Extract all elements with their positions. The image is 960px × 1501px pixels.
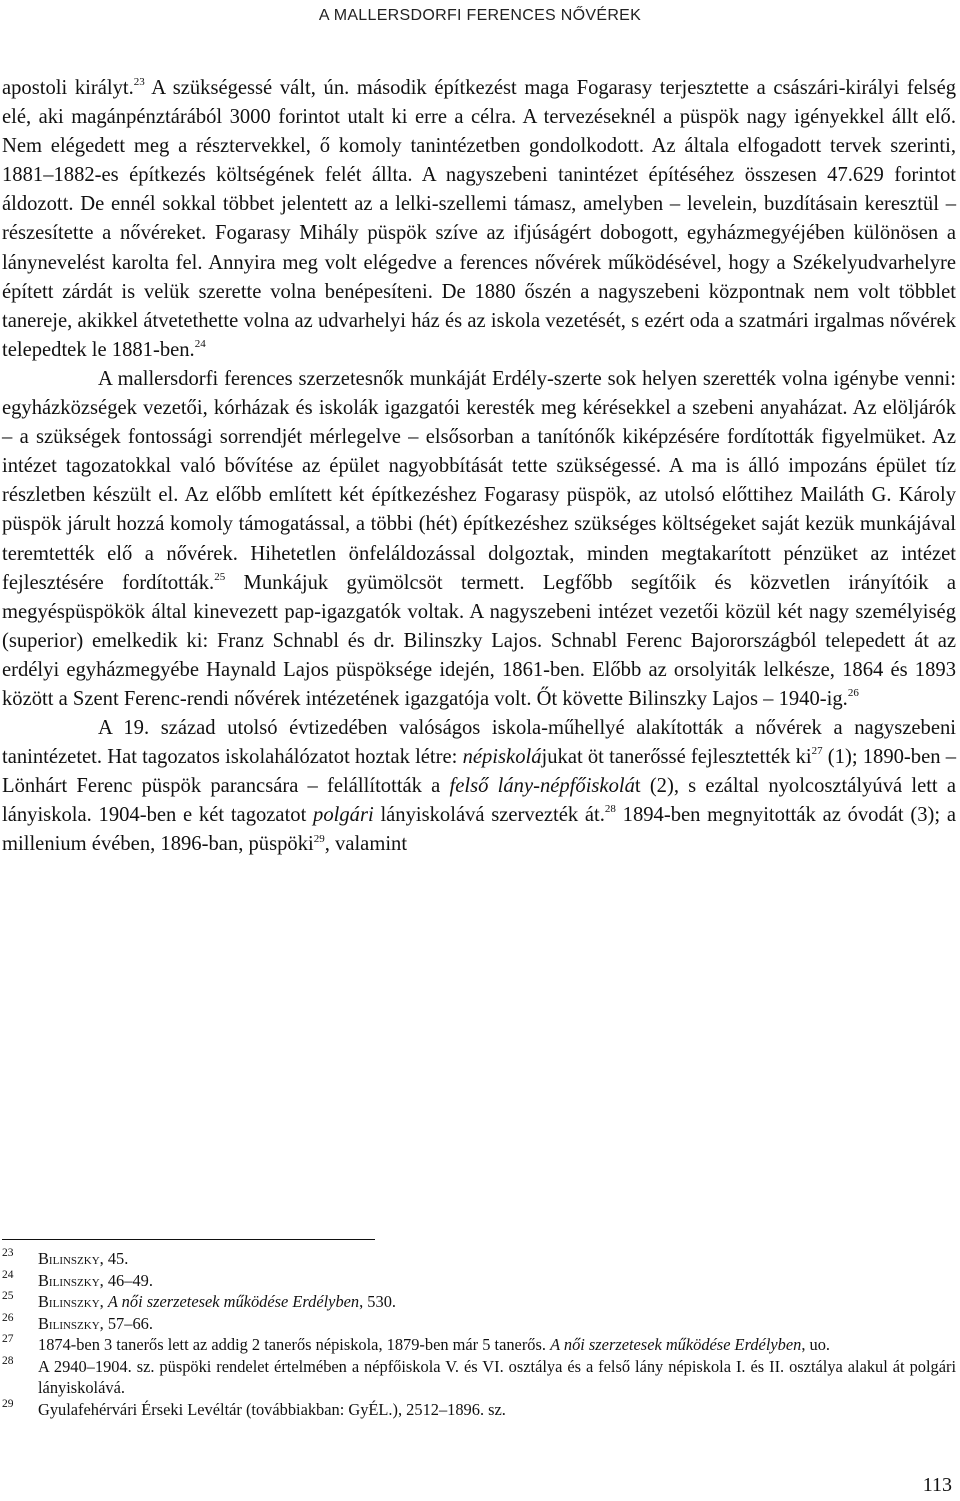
footnote-ref: 29 [313, 832, 325, 845]
footnote [2, 1270, 956, 1292]
footnote [2, 1356, 956, 1399]
footnote-ref: 28 [604, 803, 616, 816]
text-run: , [99, 1292, 108, 1311]
footnote [2, 1248, 956, 1270]
text-run: , valamint [324, 833, 408, 856]
author-name: Bilinszky [38, 1313, 100, 1333]
footnote-ref: 25 [214, 570, 226, 583]
footnote [2, 1291, 956, 1313]
footnote-number: 24 [2, 1268, 14, 1281]
text-run: (1); 1890-ben – Lönhárt Ferenc püspök parancsára – felállították a [2, 746, 956, 798]
footnote-number: 28 [2, 1354, 14, 1367]
text-run: , uo. [801, 1335, 830, 1354]
footnote-number: 23 [2, 1247, 14, 1259]
text-run: A 19. század utolsó évtizedében valóságos iskola-műhellyé alakították a nővérek a nagyszebeni tanintézetet. Hat tagozatos iskolahálózatot hoztak létre: [2, 717, 956, 769]
footnote-number: 25 [2, 1290, 14, 1302]
paragraph [2, 74, 956, 365]
italic-text: A női szerzetesek működése Erdélyben [107, 1292, 360, 1311]
footnote-number: 27 [2, 1333, 14, 1345]
text-run: , 57–66. [99, 1313, 153, 1333]
italic-text: felső lány-népfőiskolá [449, 775, 635, 798]
footnote-ref: 26 [847, 687, 859, 700]
footnote-number: 26 [2, 1311, 14, 1324]
text-run: , 530. [359, 1292, 396, 1311]
text-run: t (2), s ezáltal nyolcosztályúvá lett a lányiskola. 1904-ben e két tagozatot [2, 775, 956, 827]
page-number: 113 [922, 1474, 952, 1496]
author-name: Bilinszky [38, 1292, 100, 1311]
text-run: A szükségessé vált, ún. második építkezést maga Fogarasy terjesztette a császári-királyi felség elé, aki magánpénztárából 3000 forintot utalt ki erre a célra. A tervezéseknél a püspök nagy igényekkel állt elő. Nem elégedett meg a résztervekkel, ő komoly tanintézetben gondolkodott. Az általa elfogadott tervek szerinti, 1881–1882-es építkezés költségének felét állta. A nagyszebeni tanintézet építéséhez összesen 47.629 forintot áldozott. De ennél sokkal többet jelentett az a lelki-szellemi támasz, amelyben – levelein, buzdításain keresztül – részesítette a nővéreket. Fogarasy Mihály püspök szíve az ifjúságért dobogott, egyházmegyéjében különösen a lánynevelést karolta fel. Annyira meg volt elégedve a ferences nővérek működésével, hogy a Székelyudvarhelyre épített zárdát is velük szerette volna benépesíteni. De 1880 őszén a nagyszebeni központnak nem volt többlet tanereje, akikkel átvetethette volna az udvarhelyi ház és az iskola vezetését, s ezért oda a szatmári irgalmas nővérek telepedtek le 1881-ben. [2, 77, 957, 361]
footnote-separator [2, 1239, 375, 1240]
body-text [2, 74, 956, 860]
running-head: A MALLERSDORFI FERENCES NŐVÉREK [318, 7, 642, 24]
footnote-ref: 24 [194, 337, 206, 350]
paragraph [2, 365, 956, 714]
text-run: lányiskolává szervezték át. [373, 804, 605, 827]
footnote [2, 1399, 956, 1421]
text-run: A 2940–1904. sz. püspöki rendelet értelmében a népfőiskola V. és VI. osztálya és a felső lány népiskola I. és II. osztálya alakul át polgári lányiskolává. [38, 1356, 956, 1397]
text-run: Munkájuk gyümölcsöt termett. Legfőbb segítőik és közvetlen irányítóik a megyéspüspökök által kinevezett pap-igazgatók voltak. A nagyszebeni intézet vezetői közül két nagy személyiség (superior) emelkedik ki: Franz Schnabl és dr. Bilinszky Lajos. Schnabl Ferenc Bajorországból telepedett át az erdélyi egyházmegyébe Haynald Lajos püspöksége idején, 1861-ben. Előbb az orsolyiták lelkésze, 1864 és 1893 között a Szent Ferenc-rendi nővérek intézetének igazgatója volt. Őt követte Bilinszky Lajos – 1940-ig. [2, 571, 956, 710]
italic-text: népiskolá [462, 746, 542, 769]
footnote-number: 29 [2, 1397, 14, 1410]
author-name: Bilinszky [38, 1249, 100, 1268]
text-run: jukat öt tanerőssé fejlesztették ki [541, 746, 812, 769]
footnotes [2, 1248, 956, 1420]
text-run: A mallersdorfi ferences szerzetesnők munkáját Erdély-szerte sok helyen szerették volna igénybe venni: egyházközségek vezetői, kórházak és iskolák igazgatói keresték meg kérésekkel a szebeni anyaházat. Az elöljárók – a szükségek fontossági sorrendjét mérlegelve – elsősorban a tanítónők kiképzésére fordították figyelmüket. Az intézet tagozatokkal való bővítése az épület nagyobbítását tette szükségessé. A ma is álló impozáns épület tíz részletben készült el. Az előbb említett két építkezéshez Fogarasy püspök, az utolsó előttihez Mailáth G. Károly püspök járult hozzá komoly támogatással, a többi (hét) építkezéshez szükséges költségeket saját kezük munkájával teremtették elő a nővérek. Hihetetlen önfeláldozással dolgoztak, minden megtakarított pénzüket az intézet fejlesztésére fordították. [2, 367, 956, 594]
author-name: Bilinszky [38, 1270, 100, 1290]
text-run: apostoli királyt. [2, 77, 134, 99]
footnote-ref: 27 [811, 745, 823, 758]
text-run: , 46–49. [99, 1270, 153, 1290]
text-run: Gyulafehérvári Érseki Levéltár (továbbiakban: GyÉL.), 2512–1896. sz. [38, 1399, 506, 1419]
footnote [2, 1313, 956, 1335]
footnote-ref: 23 [133, 76, 145, 89]
text-run: 1874-ben 3 tanerős lett az addig 2 tanerős népiskola, 1879-ben már 5 tanerős. [38, 1335, 551, 1354]
text-run: 1894-ben megnyitották az óvodát (3); a millenium évében, 1896-ban, püspöki [2, 804, 956, 856]
italic-text: polgári [313, 804, 374, 827]
paragraph [2, 714, 956, 859]
footnote [2, 1334, 956, 1356]
text-run: , 45. [99, 1249, 129, 1268]
italic-text: A női szerzetesek működése Erdélyben [550, 1335, 802, 1354]
